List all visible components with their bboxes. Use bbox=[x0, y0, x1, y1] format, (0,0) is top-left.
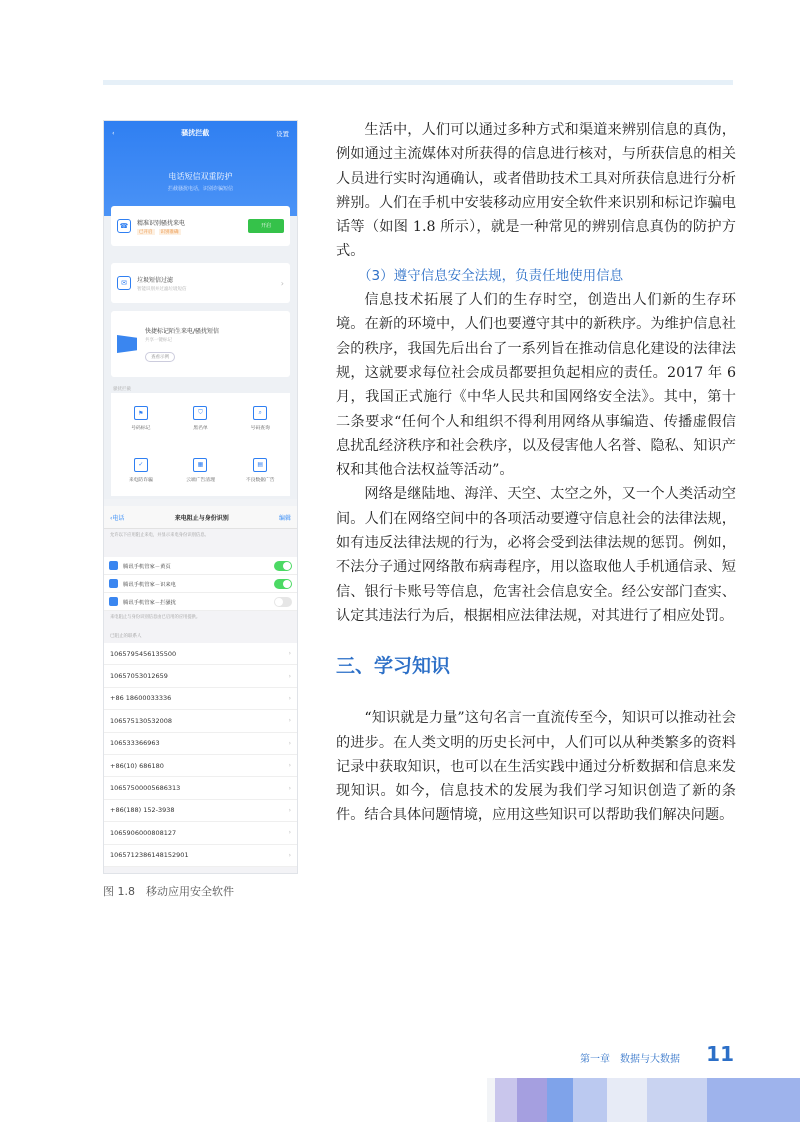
color-bar bbox=[487, 1078, 495, 1122]
card3-subtitle: 共享一键标记 bbox=[145, 338, 172, 343]
page-number: 11 bbox=[706, 1042, 734, 1066]
grid-item bbox=[171, 393, 231, 445]
grid-label: 云端广告清理 bbox=[186, 477, 215, 483]
figure-phone-screenshot bbox=[103, 120, 298, 874]
chevron-right-icon: › bbox=[280, 278, 284, 288]
chapter-footer: 第一章 数据与大数据 bbox=[580, 1054, 680, 1065]
card1-tag: 识别准确 bbox=[160, 229, 179, 235]
tools-grid bbox=[111, 393, 290, 496]
toggle-switch bbox=[274, 597, 292, 607]
blocked-number-row bbox=[104, 688, 297, 710]
banner-subtitle: 拦截骚扰电话，识别诈骗短信 bbox=[167, 186, 233, 192]
back-icon: ‹ bbox=[112, 129, 115, 137]
blocked-number-row bbox=[104, 710, 297, 732]
grid-label: 号码查询 bbox=[250, 426, 270, 432]
blocked-number-list bbox=[104, 643, 297, 867]
grid-label: 黑名单 bbox=[193, 426, 208, 432]
footer-color-bars bbox=[487, 1078, 800, 1122]
enable-button: 开启 bbox=[248, 219, 284, 233]
card-sms-filter bbox=[111, 263, 290, 303]
grid-item bbox=[230, 393, 290, 445]
blocked-number-row bbox=[104, 643, 297, 665]
chevron-right-icon: › bbox=[288, 762, 291, 770]
app-icon bbox=[109, 561, 118, 570]
phone-icon: ☎ bbox=[117, 219, 131, 233]
body-paragraph: 生活中，人们可以通过多种方式和渠道来辨别信息的真伪，例如通过主流媒体对所获得的信息进行核对，与所获信息的相关人员进行实时沟通确认，或者借助技术工具对所获信息进行分析辨别。人们在手机中安装移动应用安全软件来识别和标记诈骗电话等（如图 1.8 所示），就是一种常见的辨别信息真伪的防护方式。 bbox=[336, 122, 736, 260]
shield-icon: ⛉ bbox=[193, 406, 207, 420]
grid-item bbox=[111, 445, 171, 497]
chevron-right-icon: › bbox=[288, 650, 291, 658]
toggle-switch bbox=[274, 561, 292, 571]
chevron-right-icon: › bbox=[288, 806, 291, 814]
card3-title: 快捷标记陌生来电/骚扰短信 bbox=[145, 328, 220, 335]
color-bar bbox=[607, 1078, 647, 1122]
screen1-title: 骚扰拦截 bbox=[181, 129, 210, 137]
blocked-number-row bbox=[104, 845, 297, 867]
screen2-navbar bbox=[104, 506, 297, 529]
section-title: 三、学习知识 bbox=[336, 655, 451, 678]
flag-icon: ⚑ bbox=[134, 406, 148, 420]
screen-harassment-block bbox=[104, 121, 297, 499]
back-link: ‹电话 bbox=[110, 514, 125, 522]
card2-title: 垃圾短信过滤 bbox=[137, 276, 174, 284]
color-bar bbox=[573, 1078, 607, 1122]
message-icon: ✉ bbox=[117, 276, 131, 290]
app-row bbox=[104, 575, 297, 593]
text-column bbox=[336, 118, 736, 828]
view-example-button: 查看示例 bbox=[145, 352, 175, 362]
card-quick-mark bbox=[111, 311, 290, 377]
phone-number: +86 18600033336 bbox=[110, 694, 172, 703]
figure-caption: 图 1.8 移动应用安全软件 bbox=[103, 885, 234, 898]
search-icon: ⌕ bbox=[253, 406, 267, 420]
grid-item bbox=[230, 445, 290, 497]
phone-number: 10657500005686313 bbox=[110, 784, 181, 793]
blocked-number-row bbox=[104, 800, 297, 822]
grid-label: 不良数据广告 bbox=[245, 477, 275, 483]
blocked-number-row bbox=[104, 733, 297, 755]
phone-number: 1065712386148152901 bbox=[110, 851, 189, 860]
chevron-right-icon: › bbox=[288, 784, 291, 792]
screen2-title: 来电阻止与身份识别 bbox=[174, 514, 229, 522]
document-icon: ▤ bbox=[253, 458, 267, 472]
app-name: 腾讯手机管家－黄页 bbox=[123, 563, 171, 570]
screen2-description: 允许以下应用阻止来电，并显示来电身份识别信息。 bbox=[110, 533, 209, 538]
grid-item bbox=[111, 393, 171, 445]
app-row bbox=[104, 557, 297, 575]
grid-label: 来电防诈骗 bbox=[128, 477, 153, 483]
color-bar bbox=[495, 1078, 517, 1122]
blocked-contacts-label: 已阻止的联系人 bbox=[110, 634, 142, 639]
screen1-navbar bbox=[104, 121, 297, 145]
body-paragraph: 网络是继陆地、海洋、天空、太空之外，又一个人类活动空间。人们在网络空间中的各项活动要遵守信息社会的法律法规，如有违反法律法规的行为，必将会受到法律法规的惩罚。例如，不法分子通过网络散布病毒程序，用以盗取他人手机通信录、短信、银行卡账号等信息，危害社会信息安全。经公安部门查实、认定其违法行为后，根据相应法律法规，对其进行了相应处罚。 bbox=[336, 486, 736, 624]
card2-subtitle: 智能识别并过滤垃圾短信 bbox=[137, 286, 187, 292]
header-rule bbox=[103, 80, 733, 85]
phone-number: 106533366963 bbox=[110, 739, 160, 748]
chevron-right-icon: › bbox=[288, 694, 291, 702]
chevron-right-icon: › bbox=[288, 829, 291, 837]
chevron-right-icon: › bbox=[288, 739, 291, 747]
blocked-number-row bbox=[104, 777, 297, 799]
phone-number: +86(188) 152-3938 bbox=[110, 806, 175, 815]
calendar-icon: ▦ bbox=[193, 458, 207, 472]
phone-number: +86(10) 686180 bbox=[110, 761, 164, 770]
app-list bbox=[104, 557, 297, 611]
phone-number: 10657053012659 bbox=[110, 672, 168, 681]
card1-title: 精准识别骚扰来电 bbox=[137, 219, 186, 227]
app-icon bbox=[109, 579, 118, 588]
grid-item bbox=[171, 445, 231, 497]
chevron-right-icon: › bbox=[288, 672, 291, 680]
toggle-switch bbox=[274, 579, 292, 589]
banner-title: 电话短信双重防护 bbox=[168, 172, 233, 181]
card-call-identify bbox=[111, 206, 290, 246]
app-row bbox=[104, 593, 297, 611]
edit-link: 编辑 bbox=[278, 514, 291, 522]
screen2-note: 来电阻止与身份识别信息由已启用的应用提供。 bbox=[110, 615, 201, 620]
flag-icon bbox=[117, 335, 137, 353]
grid-label: 号码标记 bbox=[131, 426, 151, 432]
body-paragraph: “知识就是力量”这句名言一直流传至今，知识可以推动社会的进步。在人类文明的历史长河中，人们可以从种类繁多的资料记录中获取知识，也可以在生活实践中通过分析数据和信息来发现知识。如今，信息技术的发展为我们学习知识创造了新的条件。结合具体问题情境，应用这些知识可以帮助我们解决问题。 bbox=[336, 710, 736, 824]
app-name: 腾讯手机管家－拦骚扰 bbox=[123, 599, 176, 606]
phone-number: 1065906000808127 bbox=[110, 828, 177, 837]
phone-number: 1065795456135500 bbox=[110, 649, 177, 658]
settings-link: 设置 bbox=[275, 129, 289, 138]
card1-tag: 已开启 bbox=[139, 229, 153, 235]
app-icon bbox=[109, 597, 118, 606]
blocked-number-row bbox=[104, 665, 297, 687]
app-name: 腾讯手机管家－识来电 bbox=[123, 581, 176, 588]
subheading: （3）遵守信息安全法规，负责任地使用信息 bbox=[358, 267, 624, 284]
phone-number: 106575130532008 bbox=[110, 716, 173, 725]
shield-check-icon: ✓ bbox=[134, 458, 148, 472]
color-bar bbox=[517, 1078, 547, 1122]
tools-section-label: 骚扰拦截 bbox=[113, 387, 131, 392]
body-paragraph: 信息技术拓展了人们的生存时空，创造出人们新的生存环境。在新的环境中，人们也要遵守其中的新秩序。为维护信息社会的秩序，我国先后出台了一系列旨在推动信息化建设的法律法规，这就要求每位社会成员都要担负起相应的责任。2017 年 6 月，我国正式施行《中华人民共和国网络安全法》。其中，第十二条要求“任何个人和组织不得利用网络从事编造、传播虚假信息扰乱经济秩序和社会秩序，以及侵害他人名誉、隐私、知识产权和其他合法权益等活动”。 bbox=[336, 292, 736, 479]
color-bar bbox=[707, 1078, 800, 1122]
blocked-number-row bbox=[104, 755, 297, 777]
color-bar bbox=[647, 1078, 707, 1122]
screen1-header bbox=[104, 121, 297, 216]
chevron-right-icon: › bbox=[288, 851, 291, 859]
blocked-number-row bbox=[104, 822, 297, 844]
color-bar bbox=[547, 1078, 573, 1122]
chevron-right-icon: › bbox=[288, 717, 291, 725]
screen-call-blocking bbox=[104, 506, 297, 873]
